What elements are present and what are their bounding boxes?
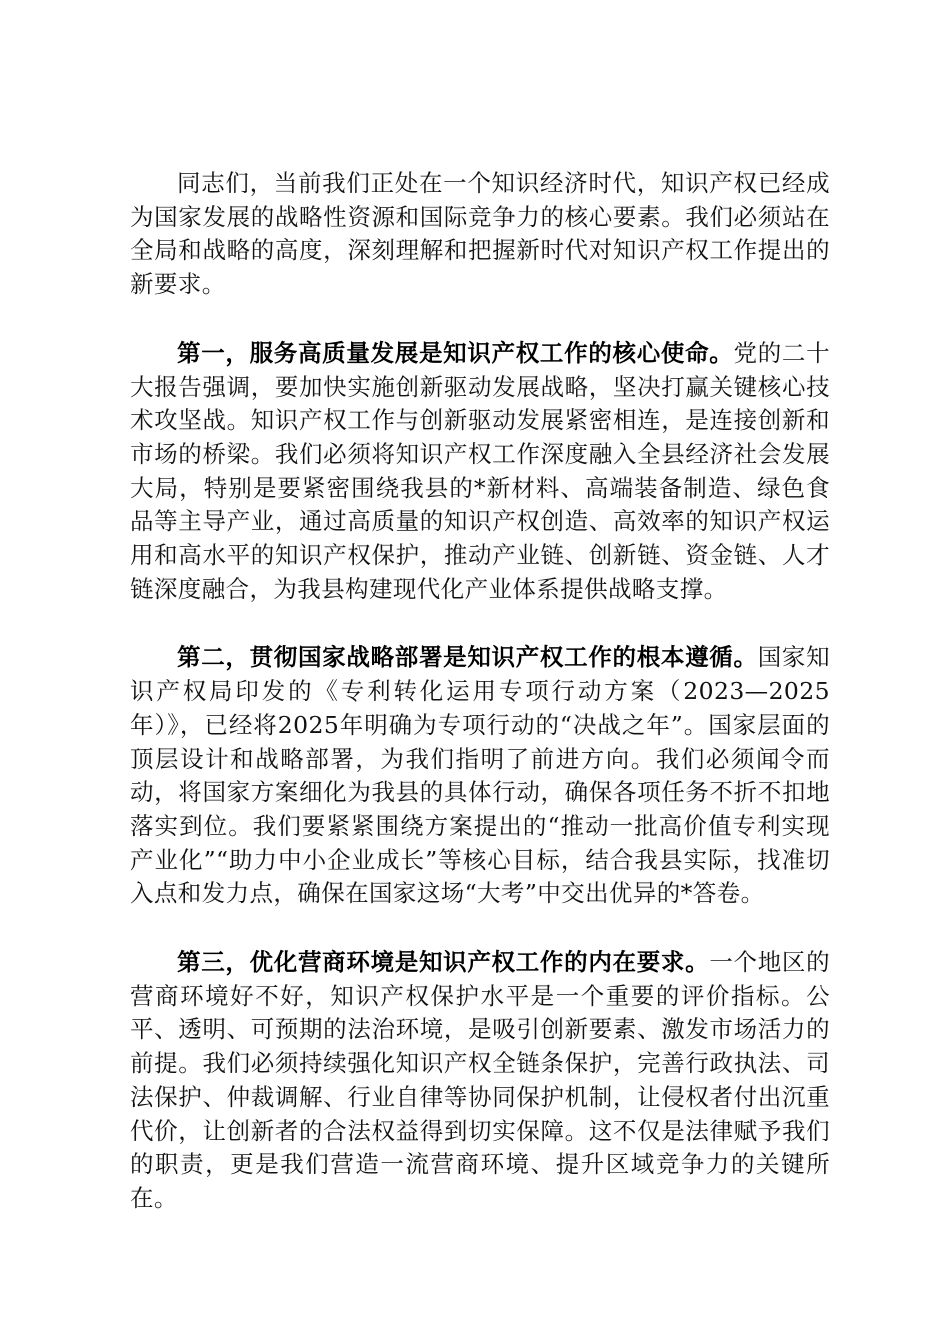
paragraph-third-point-text: 一个地区的营商环境好不好，知识产权保护水平是一个重要的评价指标。公平、透明、可预期的法治环境，是吸引创新要素、激发市场活力的前提。我们必须持续强化知识产权全链条保护，完善行政执法、司法保护、仲裁调解、行业自律等协同保护机制，让侵权者付出沉重代价，让创新者的合法权益得到切实保障。这不仅是法律赋予我们的职责，更是我们营造一流营商环境、提升区域竞争力的关键所在。	[130, 948, 830, 1212]
paragraph-third-point	[130, 946, 830, 1216]
paragraph-first-point-heading: 第一，服务高质量发展是知识产权工作的核心使命。	[177, 338, 734, 367]
paragraph-second-point-heading: 第二，贯彻国家战略部署是知识产权工作的根本遵循。	[177, 643, 758, 672]
paragraph-second-point-text: 国家知识产权局印发的《专利转化运用专项行动方案（2023—2025年）》，已经将2025年明确为专项行动的“决战之年”。国家层面的顶层设计和战略部署，为我们指明了前进方向。我们必须闻令而动，将国家方案细化为我县的具体行动，确保各项任务不折不扣地落实到位。我们要紧紧围绕方案提出的“推动一批高价值专利实现产业化”“助力中小企业成长”等核心目标，结合我县实际，找准切入点和发力点，确保在国家这场“大考”中交出优异的*答卷。	[130, 643, 830, 908]
paragraph-first-point	[130, 337, 830, 607]
document-body	[130, 167, 830, 1216]
paragraph-second-point	[130, 641, 830, 911]
paragraph-intro-text: 同志们，当前我们正处在一个知识经济时代，知识产权已经成为国家发展的战略性资源和国际竞争力的核心要素。我们必须站在全局和战略的高度，深刻理解和把握新时代对知识产权工作提出的新要求。	[130, 169, 830, 299]
paragraph-intro	[130, 167, 830, 302]
paragraph-third-point-heading: 第三，优化营商环境是知识产权工作的内在要求。	[177, 948, 710, 977]
paragraph-first-point-text: 党的二十大报告强调，要加快实施创新驱动发展战略，坚决打赢关键核心技术攻坚战。知识产权工作与创新驱动发展紧密相连，是连接创新和市场的桥梁。我们必须将知识产权工作深度融入全县经济社会发展大局，特别是要紧密围绕我县的*新材料、高端装备制造、绿色食品等主导产业，通过高质量的知识产权创造、高效率的知识产权运用和高水平的知识产权保护，推动产业链、创新链、资金链、人才链深度融合，为我县构建现代化产业体系提供战略支撑。	[130, 338, 830, 603]
